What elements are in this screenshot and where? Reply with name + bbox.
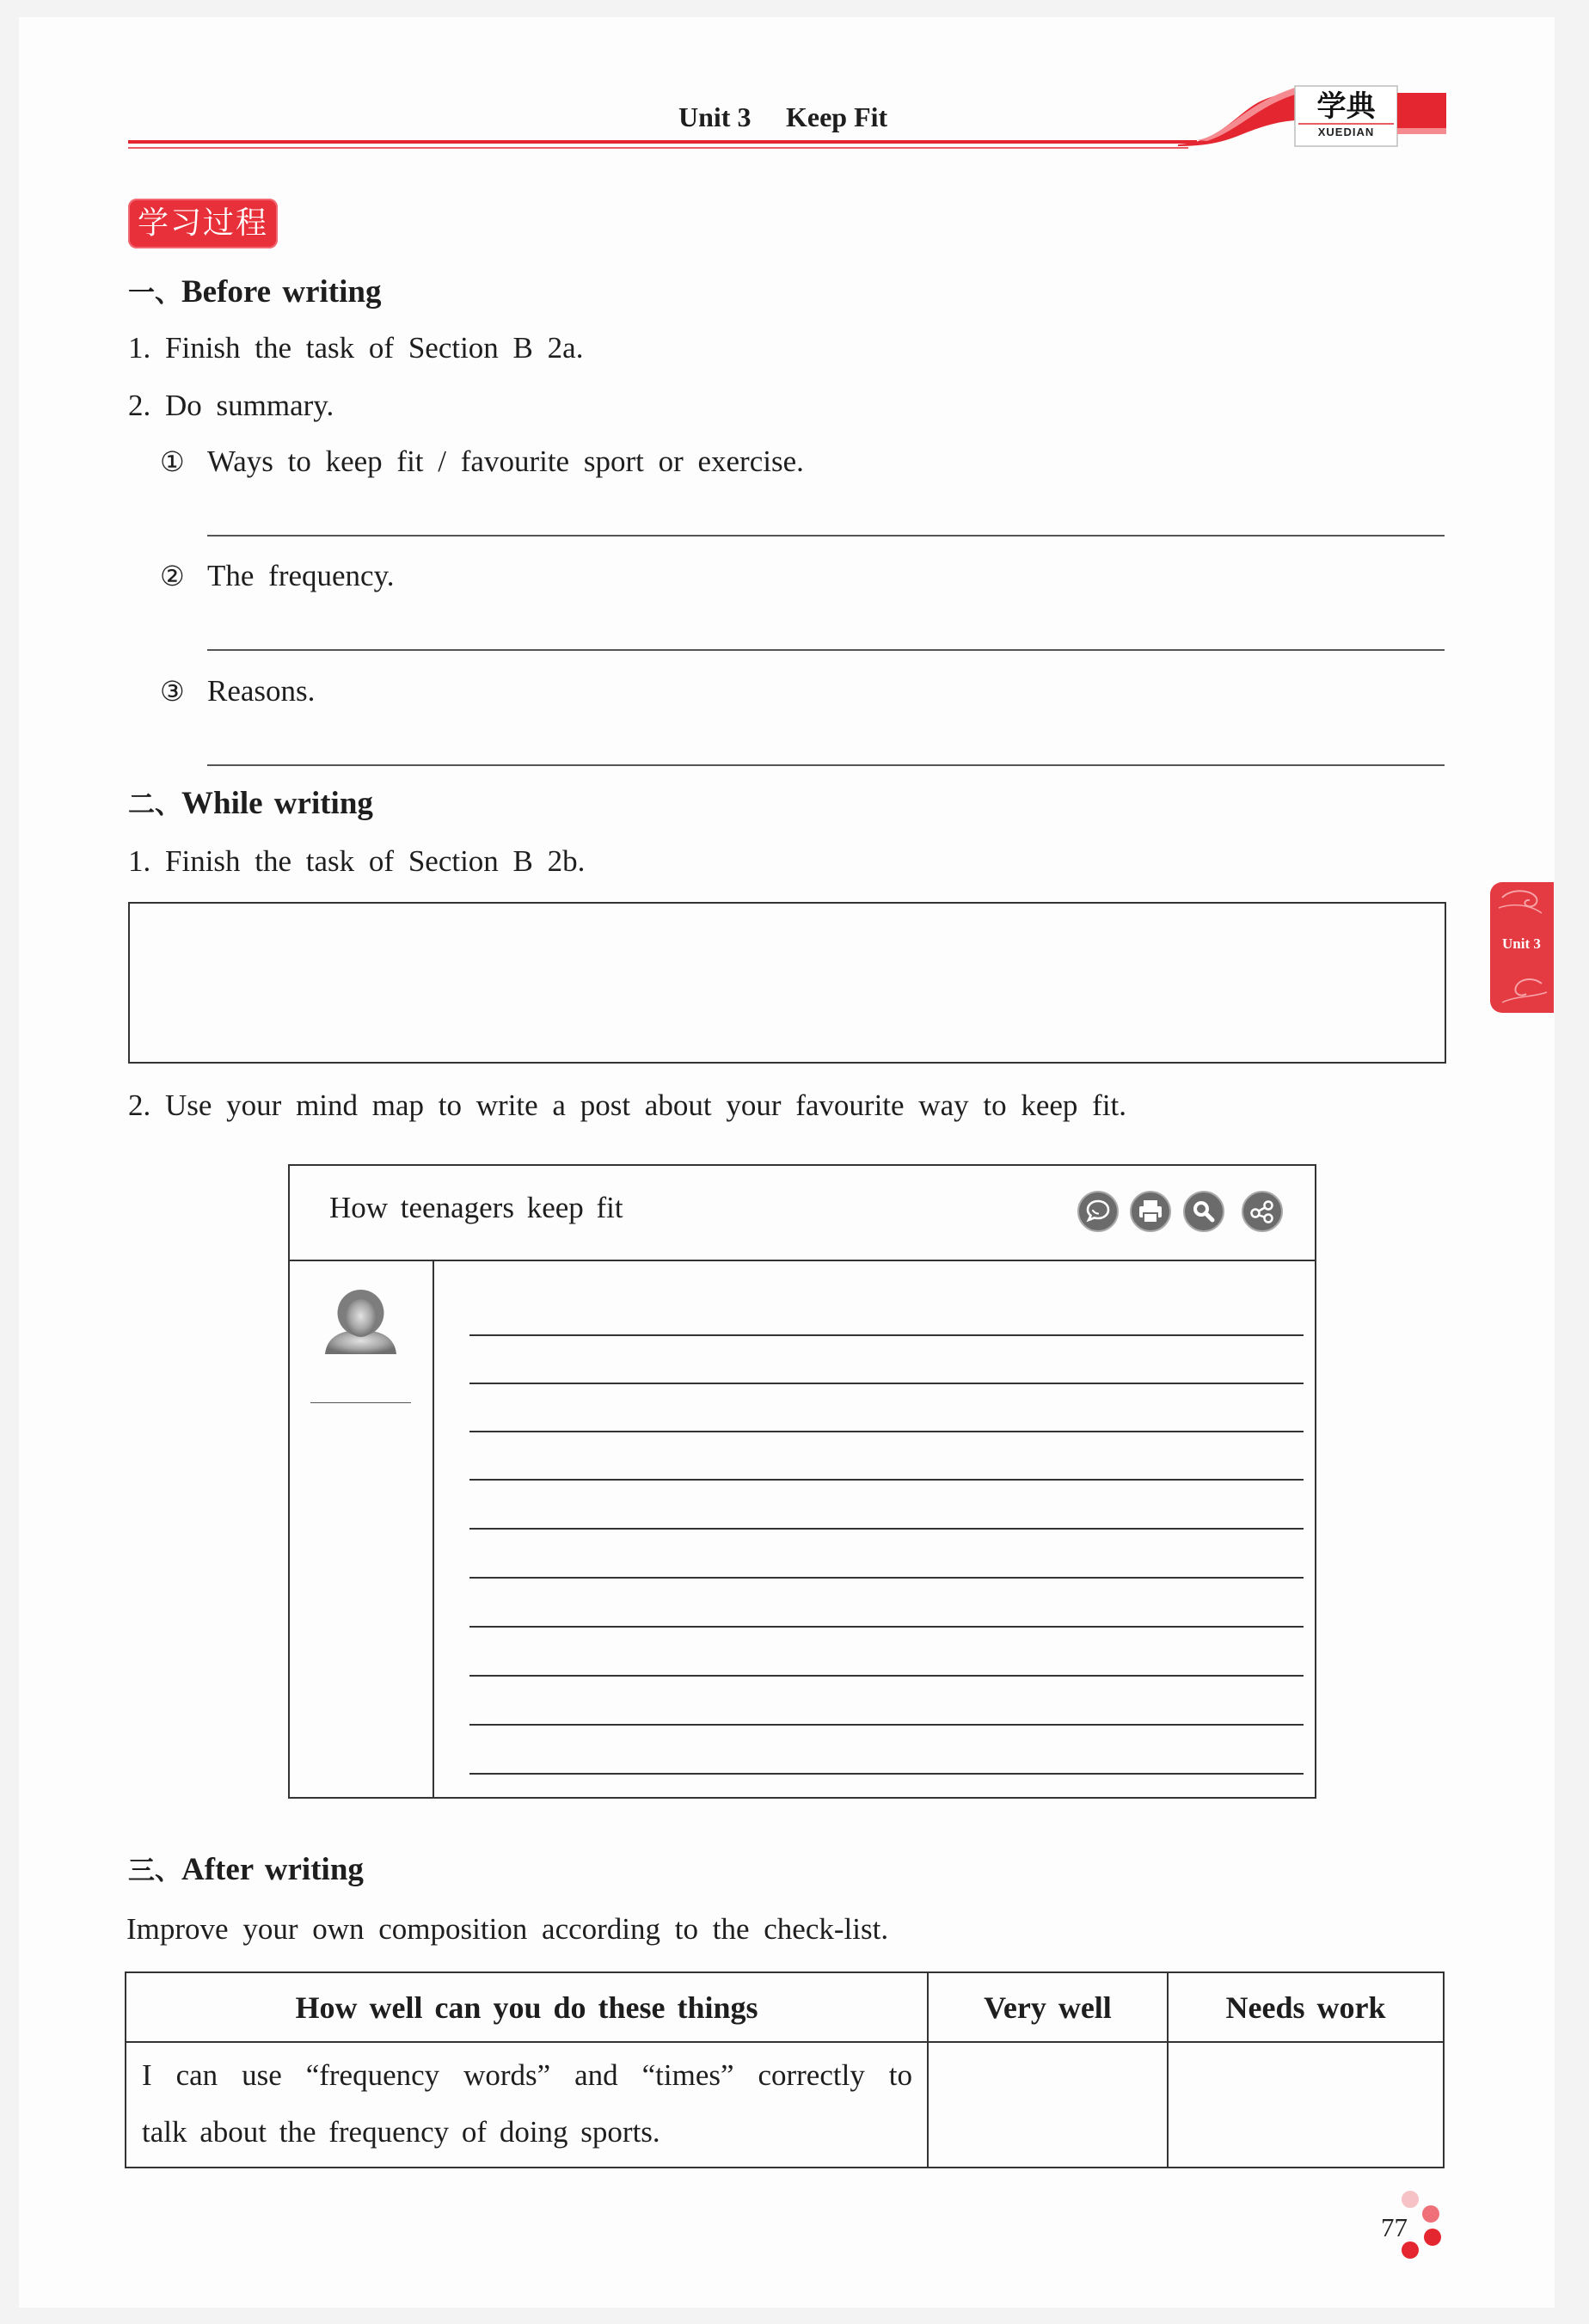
answer-box: [128, 902, 1446, 1064]
writing-line: [469, 1626, 1304, 1628]
share-icon: [1241, 1190, 1284, 1233]
check-list-table: [125, 1971, 1445, 2168]
sub-item-text: The frequency.: [207, 559, 395, 592]
side-unit-tab: [1490, 882, 1554, 1013]
writing-line: [469, 1577, 1304, 1579]
heading-number: 三、: [128, 1855, 181, 1886]
heading-text: Before writing: [181, 274, 382, 310]
comment-icon: [1077, 1190, 1120, 1233]
header-unit: Unit 3: [678, 101, 752, 132]
decor-dot: [1422, 2205, 1439, 2223]
heading-number: 二、: [128, 789, 181, 820]
post-title: How teenagers keep fit: [329, 1191, 623, 1224]
column-header: Needs work: [1168, 1972, 1444, 2042]
heading-while-writing: [128, 787, 373, 822]
decor-dot: [1402, 2191, 1419, 2208]
header-decoration: [0, 0, 1589, 172]
task-item: 2. Use your mind map to write a post about your favourite way to keep fit.: [128, 1088, 1127, 1122]
table-cell-very-well: [928, 2042, 1168, 2168]
answer-line: [207, 764, 1445, 766]
table-header-row: [126, 1972, 1444, 2042]
sub-item-number: ①: [160, 445, 185, 478]
writing-line: [469, 1334, 1304, 1336]
page-number: 77: [1381, 2212, 1408, 2242]
post-card: [288, 1164, 1316, 1799]
sub-item-text: Reasons.: [207, 674, 316, 708]
heading-after-writing: [128, 1853, 364, 1888]
table-cell-needs-work: [1168, 2042, 1444, 2168]
writing-line: [469, 1479, 1304, 1481]
decor-dot: [1402, 2241, 1419, 2259]
heading-text: While writing: [181, 786, 373, 821]
table-cell-statement: [126, 2042, 928, 2168]
section-badge: 学习过程: [128, 199, 278, 248]
print-icon: [1129, 1190, 1172, 1233]
statement-line: I can use “frequency words” and “times” correctly to: [142, 2058, 912, 2092]
writing-line: [469, 1383, 1304, 1384]
decor-dot: [1424, 2229, 1441, 2246]
sub-item-number: ②: [160, 560, 185, 592]
intro-text: Improve your own composition according to the check-list.: [126, 1912, 889, 1946]
writing-line: [469, 1724, 1304, 1726]
statement-line: talk about the frequency of doing sports.: [142, 2115, 660, 2149]
heading-text: After writing: [181, 1852, 364, 1887]
answer-line: [207, 535, 1445, 537]
heading-before-writing: [128, 275, 381, 310]
column-header: Very well: [928, 1972, 1168, 2042]
column-header: How well can you do these things: [126, 1972, 928, 2042]
sub-item-text: Ways to keep fit / favourite sport or exercise.: [207, 445, 804, 478]
sub-item-number: ③: [160, 675, 185, 708]
avatar-icon: [320, 1287, 402, 1354]
heading-number: 一、: [128, 278, 181, 309]
side-tab-label: Unit 3: [1502, 935, 1541, 952]
logo-chinese: 学典: [1316, 89, 1376, 124]
answer-line: [207, 649, 1445, 651]
search-icon: [1182, 1190, 1225, 1233]
post-header: [290, 1166, 1315, 1261]
header-title: Keep Fit: [786, 101, 888, 132]
logo-english: XUEDIAN: [1317, 126, 1375, 138]
author-name-line: [310, 1402, 411, 1403]
writing-line: [469, 1773, 1304, 1775]
task-item: 2. Do summary.: [128, 389, 334, 422]
writing-line: [469, 1528, 1304, 1530]
task-item: 1. Finish the task of Section B 2a.: [128, 331, 584, 365]
writing-line: [469, 1431, 1304, 1432]
task-item: 1. Finish the task of Section B 2b.: [128, 844, 586, 878]
table-row: [126, 2042, 1444, 2168]
writing-line: [469, 1675, 1304, 1677]
post-author-column: [290, 1261, 434, 1797]
